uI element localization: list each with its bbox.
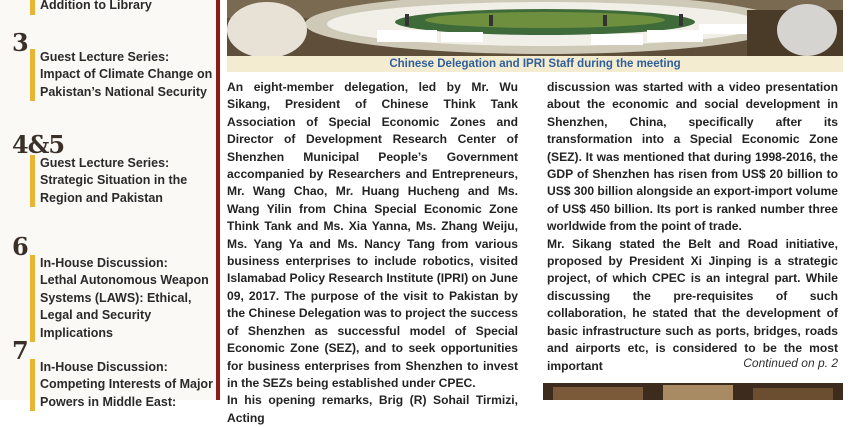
toc-entry-block — [30, 359, 220, 411]
secondary-photo — [543, 383, 843, 400]
secondary-photo-illustration — [543, 383, 843, 400]
article-paragraph: In his opening remarks, Brig (R) Sohail Tirmizi, Acting — [227, 393, 518, 425]
continued-link[interactable]: Continued on p. 2 — [743, 356, 838, 370]
article-paragraph: An eight-member delegation, led by Mr. Wu Sikang, President of Chinese Think Tank Association of Special Economic Zones and Director of Development Research Center of Shenzhen Municipal People’s Government accompanied by Researchers and Entrepreneurs, Mr. Wang Chao, Mr. Huang Hucheng and Ms. Wang Yilin from China Special Economic Zone Think Tank and Ms. Xia Yanna, Ms. Zhang Weiju, Ms. Yang Ya and Ms. Nancy Tang from various business enterprises to include robotics, visited Islamabad Policy Research Institute (IPRI) on June 09, 2017. The purpose of the visit to Pakistan by the Chinese Delegation was to project the success of Shenzhen as successful model of Special Economic Zone (SEZ), and to seek opportunities for business enterprises from Shenzhen to invest in the SEZs being established under CPEC. — [227, 80, 519, 390]
toc-entry-category: In-House Discussion: — [40, 256, 168, 270]
toc-entry-block — [30, 49, 220, 101]
meeting-photo — [227, 0, 843, 56]
photo-caption: Chinese Delegation and IPRI Staff during the meeting — [227, 56, 843, 72]
meeting-photo-illustration — [227, 0, 843, 56]
toc-entry-category: Guest Lecture Series: — [40, 156, 170, 170]
toc-page-number: 4&5 — [12, 130, 65, 159]
toc-entry-title: Addition to Library — [40, 0, 152, 12]
article-column-right — [547, 79, 838, 371]
toc-entry-title: Competing Interests of Major Powers in Middle East: — [40, 377, 213, 409]
article-paragraph: discussion was started with a video presentation about the economic and social development in Shenzhen, China, specifically after its transformation into a Special Economic Zone (SEZ). It was mentioned that during 1998-2016, the GDP of Shenzhen has risen from US$ 20 billion to US$ 300 billion alongside an export-import volume of US$ 450 billion. Its port is ranked number three worldwide from the point of trade. — [547, 80, 838, 234]
sidebar-divider — [216, 0, 220, 400]
article-paragraph: Mr. Sikang stated the Belt and Road initiative, proposed by President Xi Jinping is a strategic project, of which CPEC is an integral part. While discussing the pre-requisites of such collaboration, he stated that the development of basic infrastructure such as ports, bridges, roads and airports etc, is considered to be the most important — [547, 236, 838, 373]
article-column-left — [227, 79, 519, 425]
toc-entry-category: Guest Lecture Series: — [40, 50, 170, 64]
toc-entry-title: Impact of Climate Change on Pakistan’s National Security — [40, 67, 213, 99]
toc-entry-title: Lethal Autonomous Weapon Systems (LAWS): Ethical, Legal and Security Implications — [40, 273, 209, 340]
toc-entry-block — [30, 255, 220, 342]
toc-entry-category: In-House Discussion: — [40, 360, 168, 374]
toc-entry-block — [30, 0, 152, 15]
toc-entry-block — [30, 155, 210, 207]
toc-page-number: 3 — [12, 28, 28, 57]
table-of-contents-sidebar — [0, 0, 220, 409]
toc-page-number: 7 — [12, 336, 28, 365]
toc-entry-title: Strategic Situation in the Region and Pakistan — [40, 173, 188, 205]
toc-page-number: 6 — [12, 232, 28, 261]
